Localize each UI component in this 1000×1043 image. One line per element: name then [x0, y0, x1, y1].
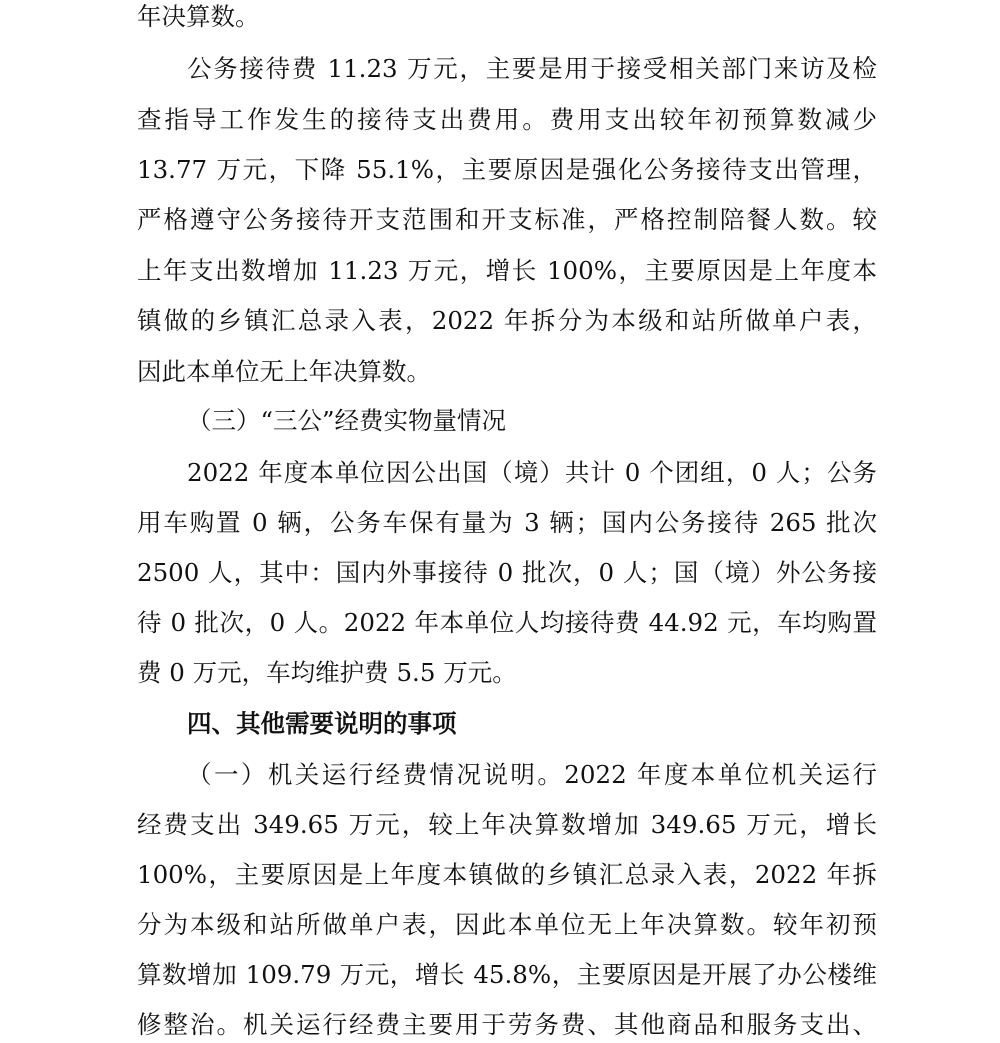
text-line: 13.77 万元，下降 55.1%，主要原因是强化公务接待支出管理，: [137, 155, 877, 184]
paragraph-start-line: 公务接待费 11.23 万元，主要是用于接受相关部门来访及检: [187, 54, 877, 83]
text-line: 算数增加 109.79 万元，增长 45.8%，主要原因是开展了办公楼维: [137, 960, 877, 989]
text-line: 用车购置 0 辆，公务车保有量为 3 辆；国内公务接待 265 批次: [137, 508, 877, 537]
section-heading-4: 四、其他需要说明的事项: [187, 709, 457, 738]
text-line: 年决算数。: [137, 2, 260, 31]
text-line: 修整治。机关运行经费主要用于劳务费、其他商品和服务支出、: [137, 1010, 877, 1039]
text-line: 分为本级和站所做单户表，因此本单位无上年决算数。较年初预: [137, 910, 877, 939]
text-line: 2500 人，其中：国内外事接待 0 批次，0 人；国（境）外公务接: [137, 558, 877, 587]
text-line: 经费支出 349.65 万元，较上年决算数增加 349.65 万元，增长: [137, 810, 877, 839]
text-line: 费 0 万元，车均维护费 5.5 万元。: [137, 658, 517, 687]
text-line: 因此本单位无上年决算数。: [137, 357, 431, 386]
paragraph-start-line: （一）机关运行经费情况说明。2022 年度本单位机关运行: [187, 760, 877, 789]
text-line: 严格遵守公务接待开支范围和开支标准，严格控制陪餐人数。较: [137, 205, 877, 234]
section-heading-3: （三）“三公”经费实物量情况: [187, 406, 507, 435]
text-line: 镇做的乡镇汇总录入表，2022 年拆分为本级和站所做单户表，: [137, 306, 877, 335]
text-line: 查指导工作发生的接待支出费用。费用支出较年初预算数减少: [137, 105, 877, 134]
text-line: 上年支出数增加 11.23 万元，增长 100%，主要原因是上年度本: [137, 256, 877, 285]
text-line: 待 0 批次，0 人。2022 年本单位人均接待费 44.92 元，车均购置: [137, 608, 877, 637]
paragraph-start-line: 2022 年度本单位因公出国（境）共计 0 个团组，0 人；公务: [187, 458, 877, 487]
text-line: 100%，主要原因是上年度本镇做的乡镇汇总录入表，2022 年拆: [137, 860, 877, 889]
